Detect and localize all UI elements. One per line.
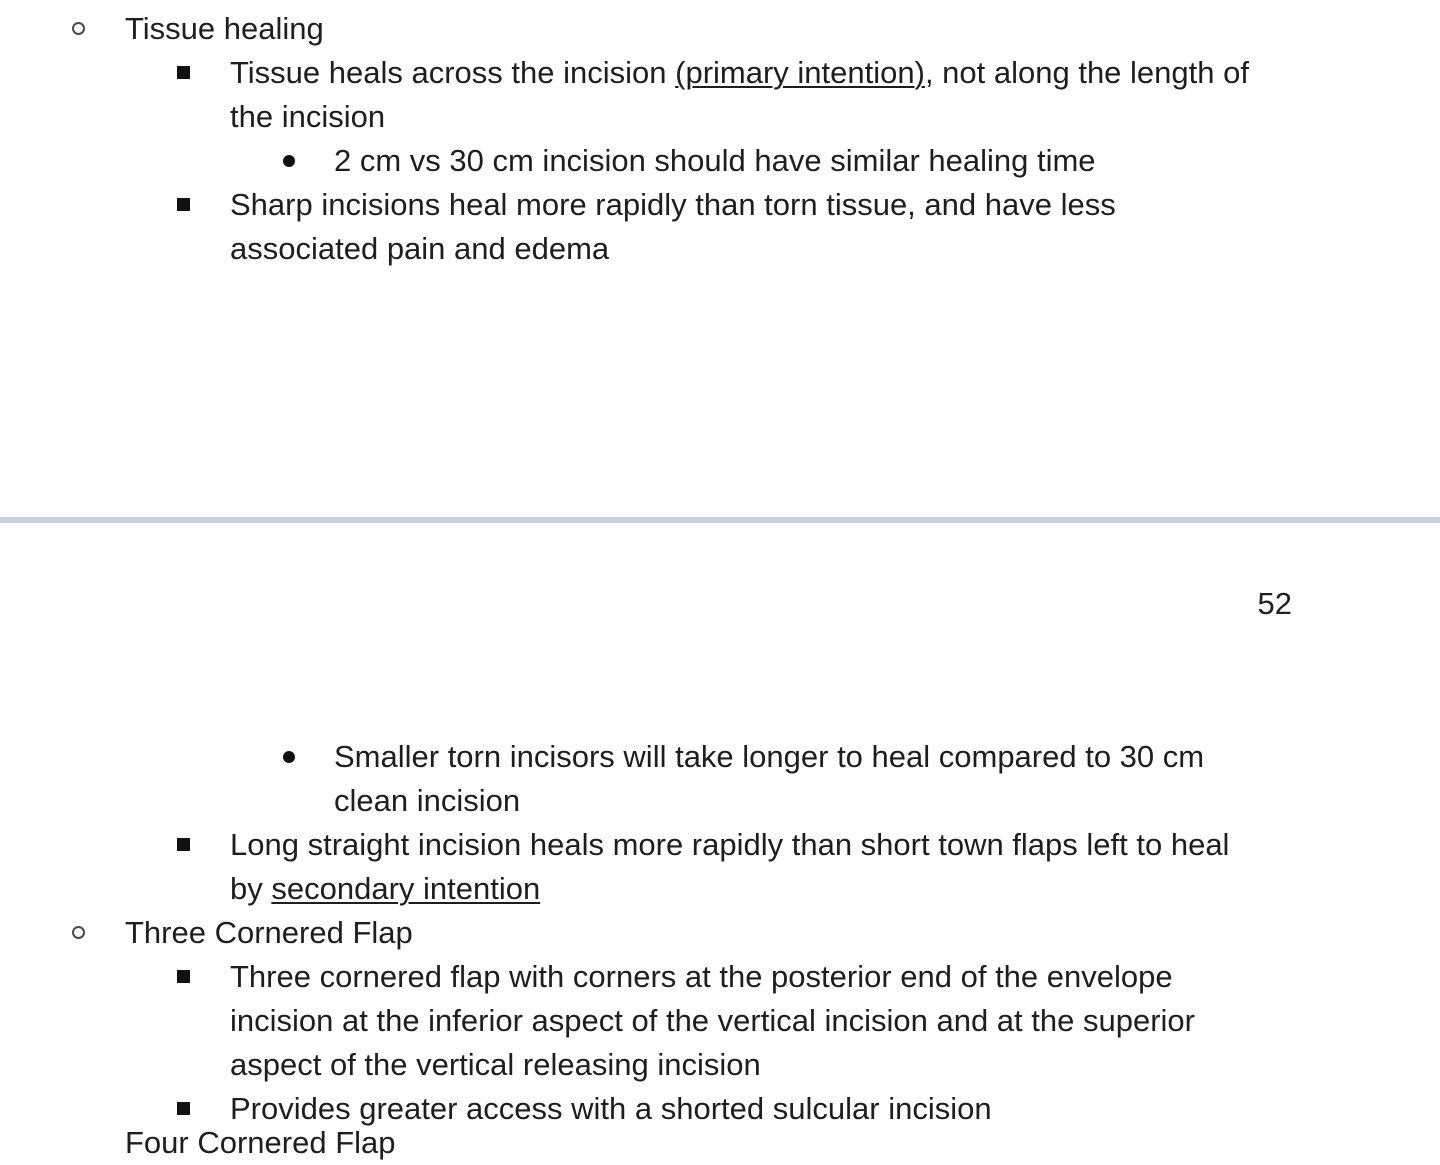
page-52-body xyxy=(0,735,1440,1165)
list-item-text: Three cornered flap with corners at the posterior end of the envelope incision at the inferior aspect of the vertical incision and at the superior aspect of the vertical releasing incision xyxy=(230,959,1195,1082)
square-bullet-icon xyxy=(177,838,190,851)
list-item-text xyxy=(230,827,1229,906)
square-bullet-icon xyxy=(177,1102,190,1115)
page-52-header xyxy=(0,582,1440,626)
circle-bullet-icon xyxy=(72,926,85,939)
list-item-three-cornered-flap xyxy=(0,911,1440,955)
list-item-text xyxy=(230,55,1249,134)
disc-bullet-icon xyxy=(283,751,295,763)
list-item-text: 2 cm vs 30 cm incision should have similar healing time xyxy=(334,143,1096,178)
text-segment: Long straight incision heals more rapidly than short town flaps left to heal by xyxy=(230,827,1230,906)
list-item-secondary-intention xyxy=(0,823,1254,911)
list-item-smaller-torn xyxy=(0,735,1234,823)
list-item-text: Tissue healing xyxy=(125,11,324,46)
list-item-text: Four Cornered Flap xyxy=(125,1125,396,1160)
list-item-text: Smaller torn incisors will take longer to heal compared to 30 cm clean incision xyxy=(334,739,1205,818)
disc-bullet-icon xyxy=(283,155,295,167)
page-break-line xyxy=(0,517,1440,523)
page-number: 52 xyxy=(1257,586,1292,621)
list-item-text: Sharp incisions heal more rapidly than torn tissue, and have less associated pain and edema xyxy=(230,187,1116,266)
list-item-text: Three Cornered Flap xyxy=(125,915,413,950)
square-bullet-icon xyxy=(177,66,190,79)
page-51-body xyxy=(0,0,1440,517)
underlined-phrase: secondary intention xyxy=(271,871,541,906)
page-bottom-margin xyxy=(0,271,1440,517)
list-item-healing-time xyxy=(0,139,1234,183)
circle-bullet-icon xyxy=(72,22,85,35)
list-item-four-cornered-flap xyxy=(0,1121,1440,1165)
list-item-sharp-incisions xyxy=(0,183,1254,271)
list-item-text: Provides greater access with a shorted sulcular incision xyxy=(230,1091,992,1126)
list-item-tissue-healing xyxy=(0,7,1440,51)
square-bullet-icon xyxy=(177,198,190,211)
underlined-phrase: (primary intention) xyxy=(675,55,925,90)
list-item-primary-intention xyxy=(0,51,1254,139)
text-segment: , not along the length of the incision xyxy=(230,55,1249,134)
square-bullet-icon xyxy=(177,970,190,983)
text-segment: Tissue heals across the incision xyxy=(230,55,676,90)
list-item-three-cornered-detail xyxy=(0,955,1254,1087)
